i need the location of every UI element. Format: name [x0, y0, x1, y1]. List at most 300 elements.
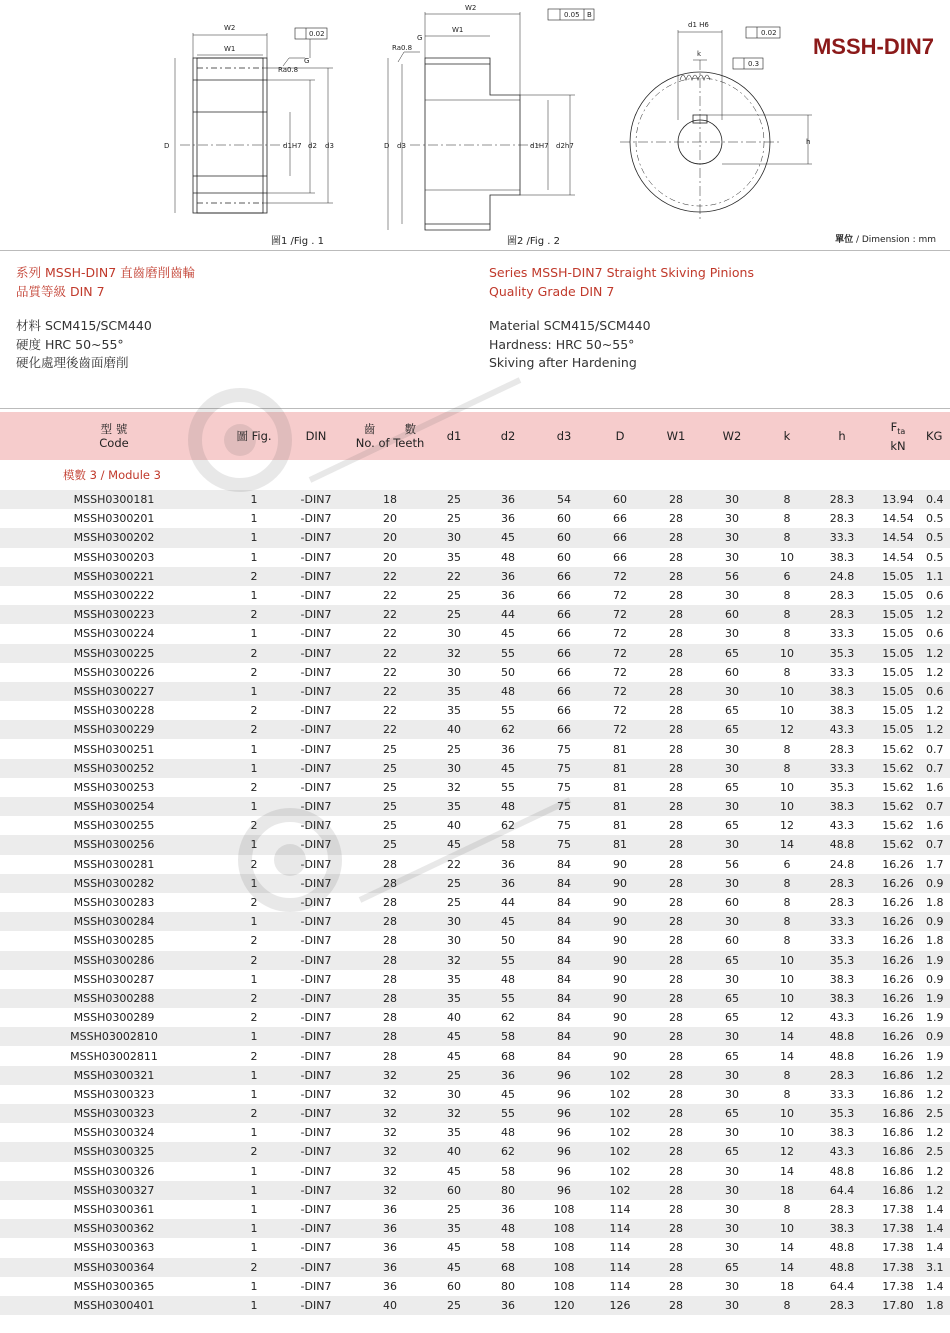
cell-code: MSSH0300256 — [73, 838, 155, 852]
cell-w2: 30 — [725, 838, 739, 852]
cell-h: 38.3 — [829, 1126, 855, 1140]
cell-D: 90 — [613, 876, 627, 890]
cell-h: 48.8 — [829, 1049, 855, 1063]
cell-code: MSSH0300289 — [73, 1011, 155, 1025]
cell-kg: 0.9 — [926, 915, 944, 929]
cell-w1: 28 — [669, 991, 683, 1005]
cell-fta: 16.86 — [882, 1087, 914, 1101]
cell-w1: 28 — [669, 665, 683, 679]
cell-D: 66 — [613, 512, 627, 526]
cell-w1: 28 — [669, 800, 683, 814]
fig1-caption: 圖1 /Fig . 1 — [271, 236, 324, 247]
cell-h: 33.3 — [829, 665, 855, 679]
cell-k: 14 — [780, 1164, 794, 1178]
cell-teeth: 28 — [383, 1049, 397, 1063]
cell-h: 28.3 — [829, 876, 855, 890]
cell-teeth: 32 — [383, 1068, 397, 1082]
cell-din: -DIN7 — [300, 1011, 332, 1025]
cell-w2: 30 — [725, 1164, 739, 1178]
cell-teeth: 32 — [383, 1183, 397, 1197]
cell-w2: 30 — [725, 1222, 739, 1236]
fta-label: F — [890, 419, 898, 434]
col-d2: d2 — [500, 429, 516, 443]
cell-k: 18 — [780, 1183, 794, 1197]
cell-teeth: 32 — [383, 1087, 397, 1101]
cell-w1: 28 — [669, 896, 683, 910]
cell-kg: 3.1 — [926, 1260, 944, 1274]
cell-d3: 96 — [557, 1145, 571, 1159]
cn-hardness: 硬度 HRC 50~55° — [16, 336, 124, 352]
fig2-g-label: G — [417, 34, 423, 42]
cell-teeth: 36 — [383, 1222, 397, 1236]
cell-d3: 108 — [553, 1260, 575, 1274]
cell-kg: 2.5 — [926, 1107, 944, 1121]
cell-h: 38.3 — [829, 1222, 855, 1236]
cell-kg: 0.9 — [926, 1030, 944, 1044]
cell-d3: 108 — [553, 1241, 575, 1255]
cell-d1: 22 — [447, 857, 461, 871]
cell-code: MSSH0300285 — [73, 934, 155, 948]
table-row — [0, 567, 950, 586]
unit-cn: 單位 — [835, 235, 854, 245]
cell-fig: 2 — [250, 780, 258, 794]
cell-teeth: 28 — [383, 1011, 397, 1025]
cell-d2: 45 — [501, 1087, 515, 1101]
unit-en: / Dimension : mm — [853, 235, 936, 245]
cell-w2: 65 — [725, 1011, 739, 1025]
cell-w1: 28 — [669, 1107, 683, 1121]
cell-d2: 36 — [501, 857, 515, 871]
cell-code: MSSH0300281 — [73, 857, 155, 871]
cell-fig: 2 — [250, 1049, 258, 1063]
cell-d3: 120 — [553, 1298, 575, 1312]
cell-w1: 28 — [669, 1145, 683, 1159]
cell-din: -DIN7 — [300, 493, 332, 507]
table-row — [0, 893, 950, 912]
col-d1: d1 — [446, 429, 462, 443]
table-row — [0, 739, 950, 758]
cell-h: 48.8 — [829, 838, 855, 852]
cell-teeth: 36 — [383, 1279, 397, 1293]
cell-D: 81 — [613, 780, 627, 794]
cell-d2: 50 — [501, 934, 515, 948]
cell-d1: 30 — [447, 665, 461, 679]
cell-w1: 28 — [669, 876, 683, 890]
cell-fig: 2 — [250, 569, 258, 583]
cell-h: 38.3 — [829, 684, 855, 698]
teeth-cn: 齒 數 — [363, 422, 417, 436]
cell-din: -DIN7 — [300, 1241, 332, 1255]
cell-code: MSSH0300254 — [73, 800, 155, 814]
cell-d1: 25 — [447, 1298, 461, 1312]
cell-w2: 30 — [725, 1068, 739, 1082]
cell-fig: 2 — [250, 665, 258, 679]
cn-material: 材料 SCM415/SCM440 — [16, 318, 152, 333]
cell-h: 43.3 — [829, 1145, 855, 1159]
cell-fta: 17.80 — [882, 1298, 914, 1312]
cell-k: 12 — [780, 723, 794, 737]
cell-d3: 75 — [557, 838, 571, 852]
cell-din: -DIN7 — [300, 550, 332, 564]
cell-din: -DIN7 — [300, 1203, 332, 1217]
cell-fig: 2 — [250, 953, 258, 967]
cell-d1: 60 — [447, 1183, 461, 1197]
cell-k: 10 — [780, 550, 794, 564]
cell-d3: 84 — [557, 876, 571, 890]
cell-fta: 15.62 — [882, 742, 914, 756]
cell-d3: 60 — [557, 512, 571, 526]
cell-code: MSSH0300253 — [73, 780, 155, 794]
table-row — [0, 1027, 950, 1046]
cell-d3: 84 — [557, 915, 571, 929]
cell-fta: 16.86 — [882, 1068, 914, 1082]
cell-w1: 28 — [669, 915, 683, 929]
table-row — [0, 1008, 950, 1027]
cell-w2: 65 — [725, 780, 739, 794]
product-title: MSSH-DIN7 — [812, 34, 934, 59]
cell-fta: 17.38 — [882, 1260, 914, 1274]
col-k: k — [783, 429, 791, 443]
cell-fta: 13.94 — [882, 493, 914, 507]
cell-fig: 1 — [250, 589, 258, 603]
cell-teeth: 25 — [383, 780, 397, 794]
cell-k: 10 — [780, 1126, 794, 1140]
cell-fig: 1 — [250, 550, 258, 564]
cell-teeth: 22 — [383, 589, 397, 603]
cell-d1: 35 — [447, 684, 461, 698]
cell-w1: 28 — [669, 1164, 683, 1178]
table-row — [0, 1200, 950, 1219]
teeth-en: No. of Teeth — [355, 436, 425, 450]
cell-fig: 1 — [250, 1298, 258, 1312]
col-fig: 圖 Fig. — [236, 429, 272, 443]
table-row — [0, 701, 950, 720]
cell-d2: 55 — [501, 991, 515, 1005]
cell-h: 48.8 — [829, 1030, 855, 1044]
cell-w1: 28 — [669, 1068, 683, 1082]
table-row — [0, 1066, 950, 1085]
spec-table — [0, 412, 950, 1315]
cell-din: -DIN7 — [300, 512, 332, 526]
cell-k: 8 — [783, 934, 791, 948]
fig1-d1h7-label: d1H7 — [283, 142, 302, 150]
cell-w1: 28 — [669, 1183, 683, 1197]
cell-d3: 84 — [557, 991, 571, 1005]
cell-k: 8 — [783, 896, 791, 910]
cell-d3: 66 — [557, 684, 571, 698]
drawing-canvas — [0, 0, 950, 250]
cell-kg: 1.8 — [926, 896, 944, 910]
cell-fig: 2 — [250, 704, 258, 718]
cn-quality: 品質等級 DIN 7 — [16, 283, 105, 299]
fig2-d1h7-label: d1H7 — [530, 142, 549, 150]
table-row — [0, 624, 950, 643]
cell-w2: 65 — [725, 646, 739, 660]
cell-code: MSSH0300222 — [73, 589, 155, 603]
cell-fta: 15.05 — [882, 646, 914, 660]
cell-k: 10 — [780, 800, 794, 814]
cell-code: MSSH0300228 — [73, 704, 155, 718]
cell-kg: 0.7 — [926, 742, 944, 756]
cell-d2: 58 — [501, 1241, 515, 1255]
cell-kg: 0.6 — [926, 589, 944, 603]
cell-w1: 28 — [669, 608, 683, 622]
cell-code: MSSH0300287 — [73, 972, 155, 986]
cell-d1: 25 — [447, 608, 461, 622]
cell-d2: 58 — [501, 1030, 515, 1044]
cell-code: MSSH0300327 — [73, 1183, 155, 1197]
cell-fta: 15.05 — [882, 665, 914, 679]
fig2-caption: 圖2 /Fig . 2 — [507, 236, 560, 247]
cell-d1: 45 — [447, 1164, 461, 1178]
cell-din: -DIN7 — [300, 1279, 332, 1293]
cell-fta: 16.26 — [882, 934, 914, 948]
cell-D: 90 — [613, 1030, 627, 1044]
cell-fta: 15.05 — [882, 704, 914, 718]
cell-fta: 14.54 — [882, 531, 914, 545]
cell-din: -DIN7 — [300, 608, 332, 622]
cell-kg: 1.2 — [926, 704, 944, 718]
cell-w1: 28 — [669, 1049, 683, 1063]
cell-d1: 40 — [447, 723, 461, 737]
cell-d1: 32 — [447, 953, 461, 967]
cell-h: 48.8 — [829, 1260, 855, 1274]
cell-w2: 30 — [725, 1030, 739, 1044]
cell-fta: 16.26 — [882, 896, 914, 910]
cell-w2: 30 — [725, 1183, 739, 1197]
cell-d2: 36 — [501, 1298, 515, 1312]
cell-din: -DIN7 — [300, 684, 332, 698]
cell-teeth: 20 — [383, 531, 397, 545]
cell-k: 10 — [780, 704, 794, 718]
cell-w2: 30 — [725, 972, 739, 986]
cell-din: -DIN7 — [300, 991, 332, 1005]
cell-k: 8 — [783, 876, 791, 890]
cell-d3: 108 — [553, 1279, 575, 1293]
cell-d2: 62 — [501, 723, 515, 737]
cell-w2: 65 — [725, 704, 739, 718]
cell-fig: 2 — [250, 608, 258, 622]
cell-d3: 84 — [557, 896, 571, 910]
cell-h: 28.3 — [829, 1068, 855, 1082]
cell-fig: 1 — [250, 1164, 258, 1178]
cell-din: -DIN7 — [300, 1260, 332, 1274]
cell-D: 81 — [613, 742, 627, 756]
cell-d3: 96 — [557, 1126, 571, 1140]
description-cn — [16, 264, 195, 373]
cell-h: 35.3 — [829, 1107, 855, 1121]
cell-fig: 1 — [250, 761, 258, 775]
cell-D: 114 — [609, 1203, 631, 1217]
cell-din: -DIN7 — [300, 665, 332, 679]
table-row — [0, 586, 950, 605]
cell-fta: 16.26 — [882, 1011, 914, 1025]
cell-kg: 0.7 — [926, 761, 944, 775]
cell-D: 90 — [613, 1011, 627, 1025]
cell-kg: 0.9 — [926, 972, 944, 986]
cell-D: 81 — [613, 761, 627, 775]
cell-D: 81 — [613, 819, 627, 833]
cell-h: 33.3 — [829, 531, 855, 545]
col-teeth — [352, 412, 428, 460]
cell-w1: 28 — [669, 531, 683, 545]
cell-h: 64.4 — [829, 1279, 855, 1293]
cell-D: 102 — [609, 1126, 631, 1140]
cell-h: 35.3 — [829, 953, 855, 967]
cell-din: -DIN7 — [300, 742, 332, 756]
cell-d1: 35 — [447, 1126, 461, 1140]
cell-k: 8 — [783, 608, 791, 622]
cell-w2: 56 — [725, 569, 739, 583]
cell-h: 48.8 — [829, 1241, 855, 1255]
cell-D: 102 — [609, 1068, 631, 1082]
cell-w2: 30 — [725, 876, 739, 890]
cell-w2: 30 — [725, 1203, 739, 1217]
cell-h: 43.3 — [829, 723, 855, 737]
fig1-w2-label: W2 — [224, 24, 236, 32]
cell-h: 28.3 — [829, 1298, 855, 1312]
cell-d2: 45 — [501, 915, 515, 929]
cell-w1: 28 — [669, 493, 683, 507]
fig1-ra-label: Ra0.8 — [278, 66, 299, 74]
table-row — [0, 835, 950, 854]
cell-k: 12 — [780, 1145, 794, 1159]
cell-d1: 45 — [447, 1049, 461, 1063]
cell-code: MSSH0300321 — [73, 1068, 155, 1082]
cell-d3: 96 — [557, 1107, 571, 1121]
cell-kg: 1.4 — [926, 1241, 944, 1255]
table-body — [0, 460, 950, 1315]
cell-din: -DIN7 — [300, 1183, 332, 1197]
cell-d3: 66 — [557, 569, 571, 583]
cell-h: 35.3 — [829, 780, 855, 794]
cell-din: -DIN7 — [300, 1068, 332, 1082]
cell-din: -DIN7 — [300, 953, 332, 967]
table-row — [0, 874, 950, 893]
cell-d3: 66 — [557, 665, 571, 679]
cell-d3: 96 — [557, 1087, 571, 1101]
cell-h: 38.3 — [829, 550, 855, 564]
cell-din: -DIN7 — [300, 1107, 332, 1121]
cell-teeth: 28 — [383, 972, 397, 986]
unit-label — [835, 232, 936, 245]
cell-din: -DIN7 — [300, 1222, 332, 1236]
table-row — [0, 1046, 950, 1065]
cell-k: 14 — [780, 838, 794, 852]
cn-process: 硬化處理後齒面磨削 — [16, 355, 129, 370]
cell-d3: 66 — [557, 589, 571, 603]
cell-fig: 1 — [250, 512, 258, 526]
cell-code: MSSH0300229 — [73, 723, 155, 737]
cell-h: 43.3 — [829, 819, 855, 833]
cell-D: 90 — [613, 915, 627, 929]
fig1-tol-label: 0.02 — [309, 30, 325, 38]
cell-D: 102 — [609, 1107, 631, 1121]
cell-k: 6 — [783, 569, 791, 583]
table-row — [0, 1181, 950, 1200]
cell-k: 14 — [780, 1260, 794, 1274]
col-din: DIN — [305, 429, 327, 443]
cell-kg: 0.6 — [926, 684, 944, 698]
cell-fig: 2 — [250, 857, 258, 871]
cell-w2: 30 — [725, 1241, 739, 1255]
table-row — [0, 528, 950, 547]
cell-d1: 60 — [447, 1279, 461, 1293]
cell-d3: 84 — [557, 1011, 571, 1025]
cell-teeth: 22 — [383, 723, 397, 737]
cell-k: 8 — [783, 627, 791, 641]
cell-d2: 62 — [501, 819, 515, 833]
cell-teeth: 22 — [383, 646, 397, 660]
cell-teeth: 32 — [383, 1164, 397, 1178]
cell-teeth: 22 — [383, 627, 397, 641]
cell-kg: 1.4 — [926, 1203, 944, 1217]
cell-teeth: 22 — [383, 704, 397, 718]
fig1-g-label: G — [304, 57, 310, 65]
table-row — [0, 682, 950, 701]
cell-k: 10 — [780, 991, 794, 1005]
cell-din: -DIN7 — [300, 1164, 332, 1178]
cell-d3: 60 — [557, 550, 571, 564]
divider-top — [0, 250, 950, 251]
table-row — [0, 951, 950, 970]
cell-kg: 1.7 — [926, 857, 944, 871]
cell-teeth: 22 — [383, 608, 397, 622]
cell-w1: 28 — [669, 838, 683, 852]
cell-fig: 2 — [250, 646, 258, 660]
cell-w1: 28 — [669, 723, 683, 737]
cell-d3: 66 — [557, 704, 571, 718]
cell-d3: 75 — [557, 780, 571, 794]
cell-h: 33.3 — [829, 627, 855, 641]
cell-kg: 0.7 — [926, 838, 944, 852]
table-row — [0, 1142, 950, 1161]
cell-w1: 28 — [669, 972, 683, 986]
cell-w2: 65 — [725, 723, 739, 737]
table-header-row — [0, 412, 950, 460]
table-row — [0, 759, 950, 778]
cell-d1: 25 — [447, 1203, 461, 1217]
cell-d1: 35 — [447, 991, 461, 1005]
cell-d2: 80 — [501, 1279, 515, 1293]
cell-d2: 44 — [501, 896, 515, 910]
cell-h: 35.3 — [829, 646, 855, 660]
cell-w1: 28 — [669, 742, 683, 756]
table-row — [0, 720, 950, 739]
cell-kg: 0.9 — [926, 876, 944, 890]
fig2-d2h7-label: d2h7 — [556, 142, 574, 150]
cell-kg: 2.5 — [926, 1145, 944, 1159]
cell-d1: 35 — [447, 972, 461, 986]
cell-fta: 15.62 — [882, 780, 914, 794]
cell-d3: 108 — [553, 1203, 575, 1217]
cell-teeth: 28 — [383, 857, 397, 871]
col-w2: W2 — [722, 429, 742, 443]
cell-D: 114 — [609, 1260, 631, 1274]
cell-fta: 16.26 — [882, 1049, 914, 1063]
cell-fig: 1 — [250, 800, 258, 814]
cell-d3: 66 — [557, 646, 571, 660]
cell-w2: 30 — [725, 1087, 739, 1101]
cell-fta: 17.38 — [882, 1241, 914, 1255]
cell-din: -DIN7 — [300, 1298, 332, 1312]
fta-sub: ta — [897, 426, 906, 436]
cell-d2: 48 — [501, 800, 515, 814]
table-row — [0, 989, 950, 1008]
cell-d2: 48 — [501, 1222, 515, 1236]
technical-drawings — [0, 0, 950, 250]
cell-din: -DIN7 — [300, 780, 332, 794]
